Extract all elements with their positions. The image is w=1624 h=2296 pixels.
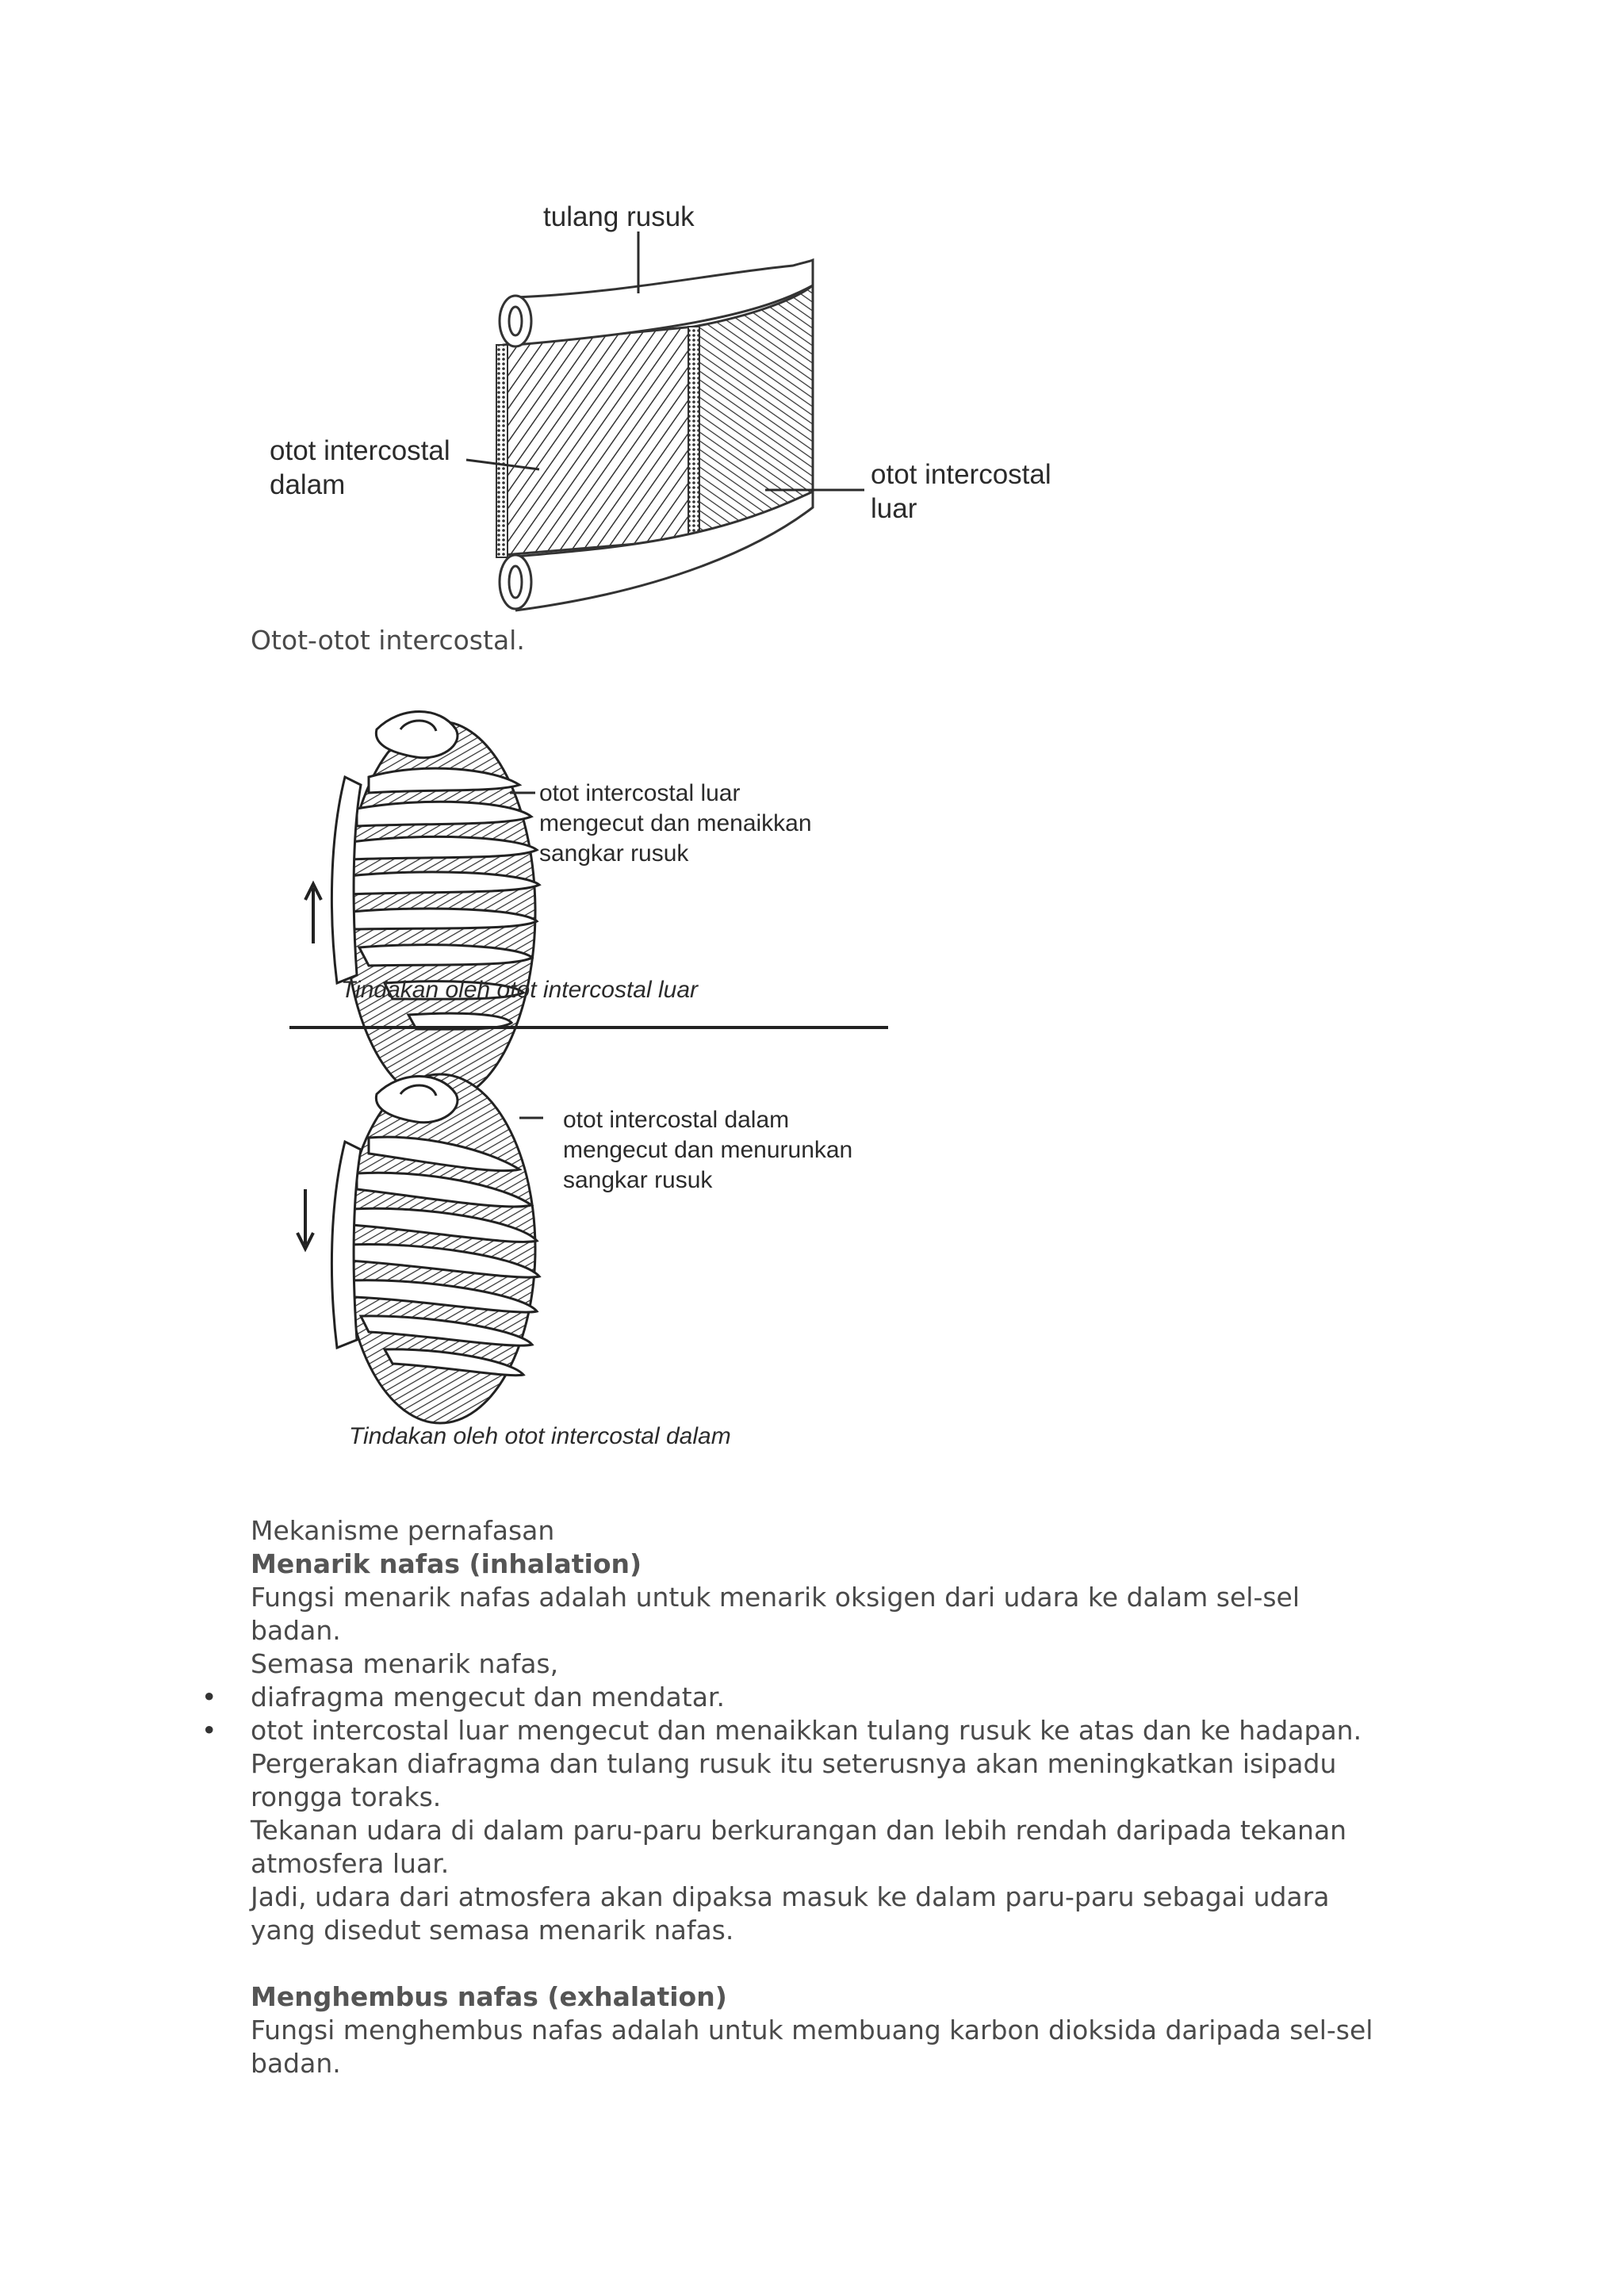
inner-intercostal-muscle <box>496 327 694 557</box>
inhalation-para-4-line-1: Tekanan udara di dalam paru-paru berkurangan dan lebih rendah daripada tekanan <box>251 1815 1347 1846</box>
raised-cage-label-3: sangkar rusuk <box>539 840 689 867</box>
section-title: Mekanisme pernafasan <box>251 1515 555 1546</box>
inhalation-bullet-list <box>251 1681 1440 1747</box>
inhalation-para-4-line-2: atmosfera luar. <box>251 1848 450 1879</box>
inhalation-heading: Menarik nafas (inhalation) <box>251 1548 642 1579</box>
exhalation-para-1-line-1: Fungsi menghembus nafas adalah untuk membuang karbon dioksida daripada sel-sel <box>251 2015 1373 2045</box>
label-outer-muscle-1: otot intercostal <box>871 459 1051 490</box>
rib-cage-raised <box>305 712 539 1103</box>
lowered-cage-label-1: otot intercostal dalam <box>563 1107 790 1133</box>
inhalation-para-2: Semasa menarik nafas, <box>251 1648 559 1679</box>
inhalation-para-5-line-1: Jadi, udara dari atmosfera akan dipaksa masuk ke dalam paru-paru sebagai udara <box>251 1881 1330 1912</box>
figure-caption: Otot-otot intercostal. <box>251 625 525 656</box>
lowered-cage-label-3: sangkar rusuk <box>563 1167 713 1193</box>
list-item: • otot intercostal luar mengecut dan menaikkan tulang rusuk ke atas dan ke hadapan. <box>251 1714 1440 1747</box>
list-item: • diafragma mengecut dan mendatar. <box>251 1681 1440 1714</box>
inhalation-para-3-line-1: Pergerakan diafragma dan tulang rusuk itu seterusnya akan meningkatkan isipadu <box>251 1748 1337 1779</box>
inhalation-para-5-line-2: yang disedut semasa menarik nafas. <box>251 1915 734 1946</box>
document-body <box>251 1514 1440 2080</box>
lowered-cage-caption: Tindakan oleh otot intercostal dalam <box>349 1423 731 1449</box>
raised-cage-label-1: otot intercostal luar <box>539 780 741 806</box>
spacer <box>251 1947 1440 1980</box>
label-inner-muscle-2: dalam <box>270 469 346 500</box>
lowered-cage-label-2: mengecut dan menurunkan <box>563 1137 853 1163</box>
raised-cage-caption: Tindakan oleh otot intercostal luar <box>341 977 698 1003</box>
label-tulang-rusuk: tulang rusuk <box>543 201 695 232</box>
label-inner-muscle-1: otot intercostal <box>270 435 450 466</box>
inhalation-para-1-line-1: Fungsi menarik nafas adalah untuk menarik oksigen dari udara ke dalam sel-sel <box>251 1582 1300 1613</box>
raised-cage-label-2: mengecut dan menaikkan <box>539 810 812 836</box>
exhalation-para-1-line-2: badan. <box>251 2048 341 2079</box>
label-outer-muscle-2: luar <box>871 493 917 524</box>
inhalation-para-3-line-2: rongga toraks. <box>251 1781 442 1812</box>
intercostal-muscles-diagram <box>254 190 1078 626</box>
rib-cage-action-diagram <box>282 682 900 1459</box>
inhalation-para-1-line-2: badan. <box>251 1615 341 1646</box>
exhalation-heading: Menghembus nafas (exhalation) <box>251 1981 727 2012</box>
rib-cage-lowered <box>297 1074 539 1423</box>
